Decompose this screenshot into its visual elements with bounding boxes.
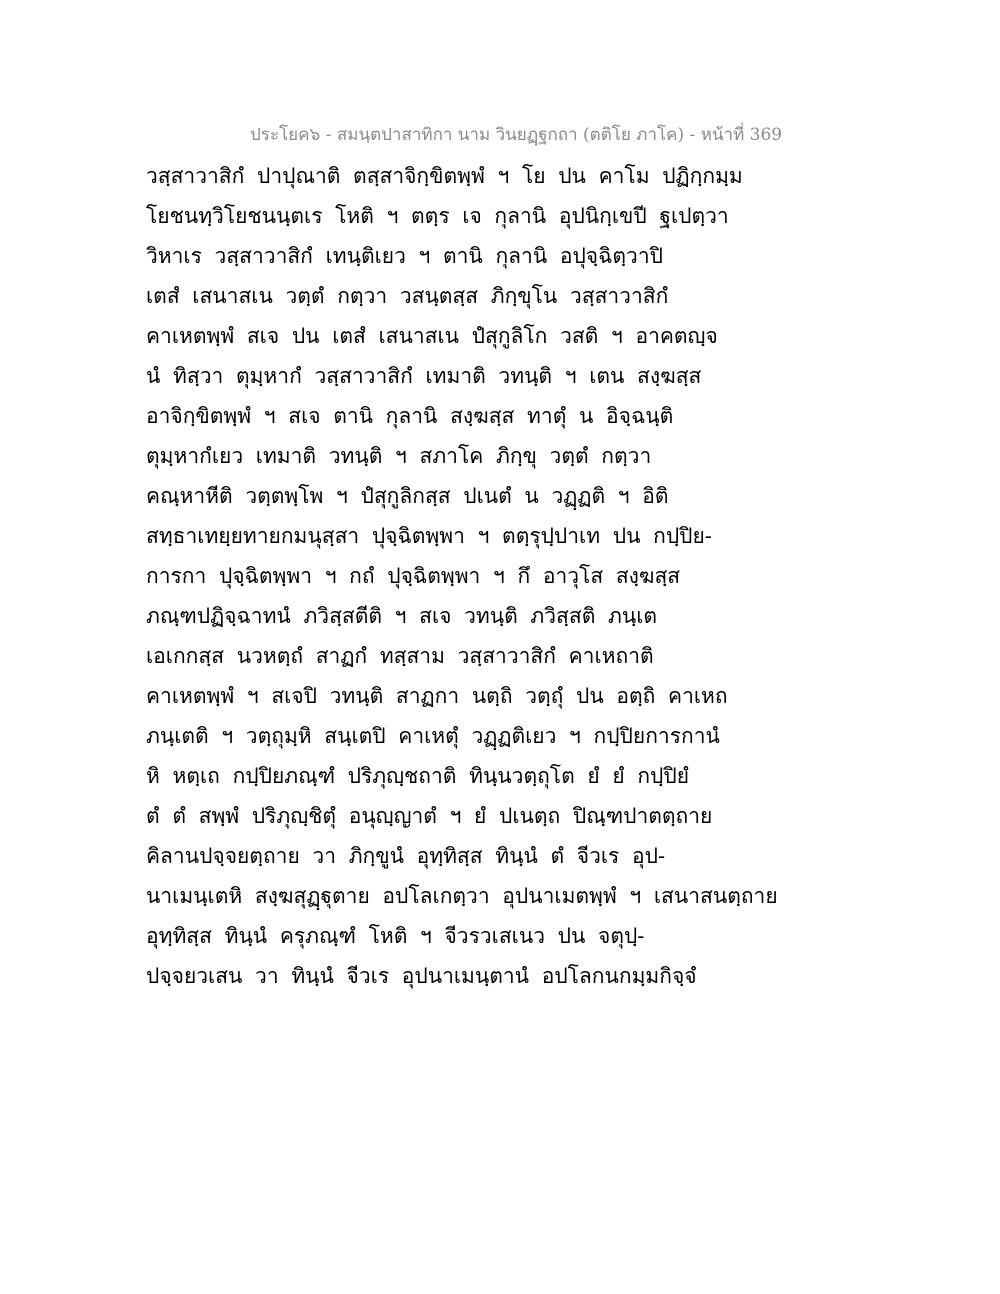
text-line: สทฺธาเทยฺยทายกมนุสฺสา ปุจฺฉิตพฺพา ฯ ตตฺรุปฺปาเท ปน กปฺปิย-: [146, 524, 712, 548]
text-line: คณฺหาหีติ วตฺตพฺโพ ฯ ปํสุกูลิกสฺส ปเนตํ น วฏฺฏติ ฯ อิติ: [146, 484, 669, 508]
text-line: ปจฺจยวเสน วา ทินฺนํ จีวเร อุปนาเมนฺตานํ อปโลกนกมฺมกิจฺจํ: [146, 964, 697, 988]
text-line: คิลานปจฺจยตฺถาย วา ภิกฺขูนํ อุทฺทิสฺส ทินฺนํ ตํ จีวเร อุป-: [146, 844, 666, 868]
text-line: วิหาเร วสฺสาวาสิกํ เทนฺติเยว ฯ ตานิ กุลานิ อปุจฺฉิตฺวาปิ: [146, 244, 663, 268]
page-header: ประโยค๖ - สมนฺตปาสาทิกา นาม วินยฏฺฐกถา (ตติโย ภาโค) - หน้าที่ 369: [250, 125, 783, 145]
text-line: ภนฺเตติ ฯ วตฺถุมฺหิ สนฺเตปิ คาเหตุํ วฏฺฏติเยว ฯ กปฺปิยการกานํ: [146, 724, 720, 748]
text-line: นาเมนฺเตหิ สงฺฆสุฏฺฐุตาย อปโลเกตฺวา อุปนาเมตพฺพํ ฯ เสนาสนตฺถาย: [146, 884, 778, 908]
text-line: โยชนทฺวิโยชนนฺตเร โหติ ฯ ตตฺร เจ กุลานิ อุปนิกฺเขปี ฐเปตฺวา: [146, 204, 729, 228]
text-line: ตํ ตํ สพฺพํ ปริภุญฺชิตุํ อนุญฺญาตํ ฯ ยํ ปเนตฺถ ปิณฺฑปาตตฺถาย: [146, 804, 713, 828]
text-line: อุทฺทิสฺส ทินฺนํ ครุภณฺฑํ โหติ ฯ จีวรวเสเนว ปน จตุปฺ-: [146, 924, 645, 948]
text-line: ภณฺฑปฏิจฺฉาทนํ ภวิสฺสตีติ ฯ สเจ วทนฺติ ภวิสฺสติ ภนฺเต: [146, 604, 658, 628]
body-text: [146, 156, 778, 996]
text-line: เตสํ เสนาสเน วตฺตํ กตฺวา วสนฺตสฺส ภิกฺขุโน วสฺสาวาสิกํ: [146, 284, 669, 308]
text-line: การกา ปุจฺฉิตพฺพา ฯ กถํ ปุจฺฉิตพฺพา ฯ กึ อาวุโส สงฺฆสฺส: [146, 564, 681, 588]
text-line: ตุมฺหากํเยว เทมาติ วทนฺติ ฯ สภาโค ภิกฺขุ วตฺตํ กตฺวา: [146, 444, 652, 468]
text-line: คาเหตพฺพํ ฯ สเจปิ วทนฺติ สาฏกา นตฺถิ วตฺถุํ ปน อตฺถิ คาเหถ: [146, 684, 728, 708]
text-line: หิ หตฺเถ กปฺปิยภณฺฑํ ปริภุญฺชถาติ ทินฺนวตฺถุโต ยํ ยํ กปฺปิยํ: [146, 764, 690, 788]
text-line: อาจิกฺขิตพฺพํ ฯ สเจ ตานิ กุลานิ สงฺฆสฺส ทาตุํ น อิจฺฉนฺติ: [146, 404, 674, 428]
text-line: เอเกกสฺส นวหตฺถํ สาฏกํ ทสฺสาม วสฺสาวาสิกํ คาเหถาติ: [146, 644, 654, 668]
text-line: นํ ทิสฺวา ตุมฺหากํ วสฺสาวาสิกํ เทมาติ วทนฺติ ฯ เตน สงฺฆสฺส: [146, 364, 702, 388]
text-line: คาเหตพฺพํ สเจ ปน เตสํ เสนาสเน ปํสุกูลิโก วสติ ฯ อาคตญฺจ: [146, 324, 718, 348]
text-line: วสฺสาวาสิกํ ปาปุณาติ ตสฺสาจิกฺขิตพฺพํ ฯ โย ปน คาโม ปฏิกฺกมฺม: [146, 164, 743, 188]
